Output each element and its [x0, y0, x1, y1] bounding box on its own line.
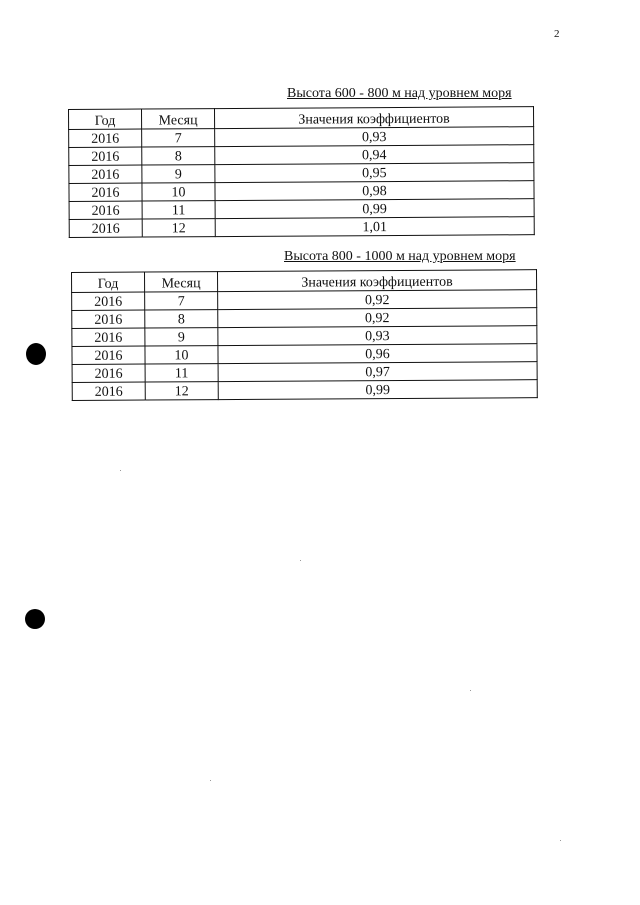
cell-month: 12 [145, 382, 218, 400]
cell-month: 7 [142, 129, 215, 147]
header-month: Месяц [145, 272, 218, 292]
page-number: 2 [554, 28, 560, 40]
header-year: Год [69, 109, 142, 129]
cell-month: 9 [145, 328, 218, 346]
cell-value: 0,94 [215, 145, 534, 165]
section-title-800-1000: Высота 800 - 1000 м над уровнем моря [284, 249, 516, 264]
cell-year: 2016 [69, 183, 142, 201]
header-value: Значения коэффициентов [218, 270, 537, 292]
punch-hole [25, 609, 45, 629]
cell-year: 2016 [72, 328, 145, 346]
cell-month: 10 [145, 346, 218, 364]
cell-month: 8 [142, 147, 215, 165]
cell-year: 2016 [72, 310, 145, 328]
punch-hole [26, 343, 46, 365]
cell-month: 11 [142, 201, 215, 219]
cell-month: 12 [142, 219, 215, 237]
table-row [69, 217, 534, 238]
cell-year: 2016 [69, 201, 142, 219]
cell-year: 2016 [72, 364, 145, 382]
cell-value: 1,01 [215, 217, 534, 237]
cell-year: 2016 [72, 292, 145, 310]
table-header-row [69, 107, 534, 130]
cell-month: 7 [145, 292, 218, 310]
cell-value: 0,92 [218, 290, 537, 310]
cell-value: 0,97 [218, 362, 537, 382]
cell-year: 2016 [69, 219, 142, 237]
table-row [72, 380, 537, 401]
scan-speck [210, 780, 211, 781]
scan-speck [300, 560, 301, 561]
header-year: Год [72, 272, 145, 292]
cell-year: 2016 [72, 382, 145, 400]
scan-speck [120, 470, 121, 471]
cell-month: 8 [145, 310, 218, 328]
scan-speck [470, 690, 471, 691]
coefficient-table-800-1000 [71, 269, 538, 401]
cell-value: 0,93 [215, 127, 534, 147]
header-month: Месяц [142, 109, 215, 129]
coefficient-table-600-800 [68, 106, 535, 238]
cell-value: 0,96 [218, 344, 537, 364]
scan-speck [560, 840, 561, 841]
section-title-600-800: Высота 600 - 800 м над уровнем моря [287, 86, 512, 101]
cell-value: 0,99 [215, 199, 534, 219]
cell-year: 2016 [69, 129, 142, 147]
table-header-row [72, 270, 537, 293]
cell-value: 0,95 [215, 163, 534, 183]
cell-value: 0,98 [215, 181, 534, 201]
cell-month: 10 [142, 183, 215, 201]
cell-year: 2016 [69, 147, 142, 165]
cell-month: 11 [145, 364, 218, 382]
cell-value: 0,92 [218, 308, 537, 328]
cell-value: 0,93 [218, 326, 537, 346]
cell-year: 2016 [72, 346, 145, 364]
cell-month: 9 [142, 165, 215, 183]
cell-year: 2016 [69, 165, 142, 183]
cell-value: 0,99 [218, 380, 537, 400]
header-value: Значения коэффициентов [215, 107, 534, 129]
